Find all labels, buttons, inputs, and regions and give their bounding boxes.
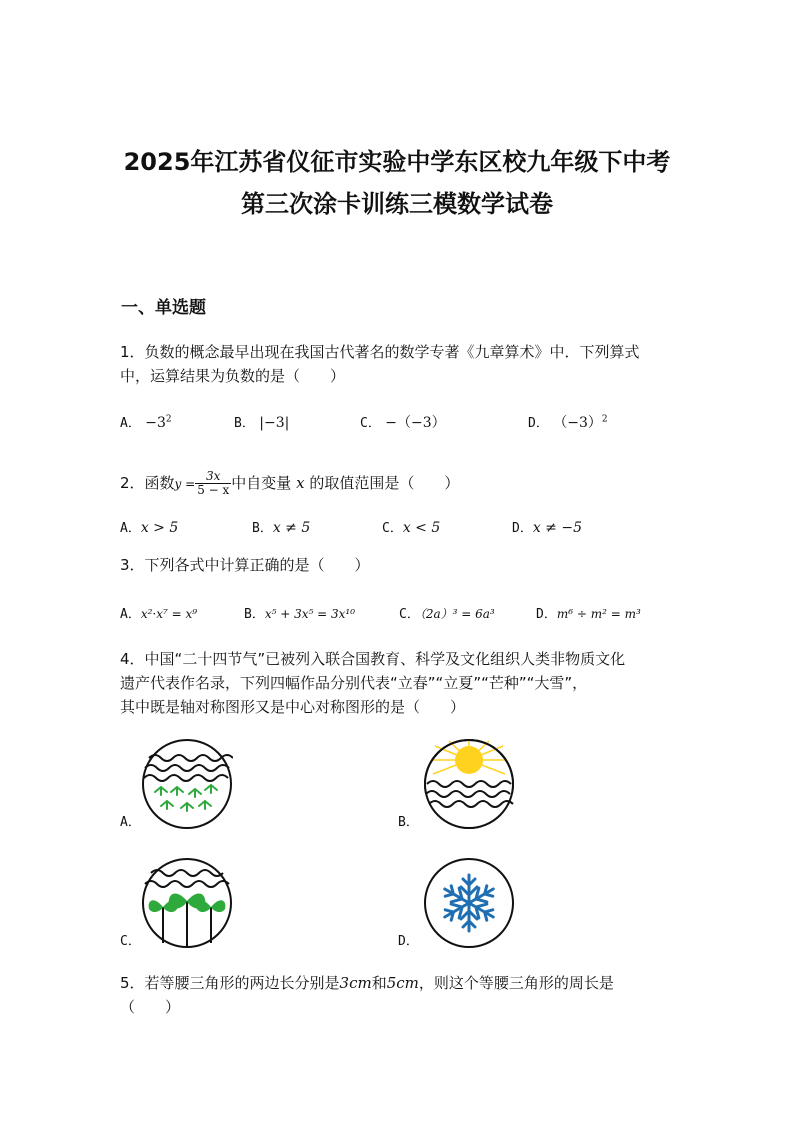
q3-option-d: D．m⁶ ÷ m² = m³ bbox=[536, 607, 641, 622]
q4-option-d-label: D． bbox=[398, 934, 419, 949]
q1-option-b: B． |−3| bbox=[234, 415, 290, 431]
q3-option-c: C．（2a）³ = 6a³ bbox=[399, 607, 495, 622]
q4-option-b-label: B． bbox=[398, 815, 419, 830]
q5-line2: （ ） bbox=[120, 998, 181, 1016]
q1-option-a: A． $-3^2$ bbox=[120, 414, 172, 431]
q3-option-a: A．x²·x⁷ = x⁹ bbox=[120, 607, 198, 622]
page-title-line1: 2025年江苏省仪征市实验中学东区校九年级下中考 bbox=[123, 148, 671, 176]
mangzhong-emblem-icon bbox=[141, 857, 233, 949]
q2-option-c: C．x < 5 bbox=[382, 520, 441, 536]
q1-option-d: D． $(-3)^2$ bbox=[528, 414, 608, 431]
page-title-line2: 第三次涂卡训练三模数学试卷 bbox=[241, 190, 553, 218]
q4-option-a-label: A． bbox=[120, 815, 141, 830]
q1-option-c: C． −（−3） bbox=[360, 415, 446, 431]
q1-line1: 1．负数的概念最早出现在我国古代著名的数学专著《九章算术》中．下列算式 bbox=[120, 343, 640, 361]
q2-text: 2．函数y = $\frac{3x}{5 - x}$ 中自变量 x 的取值范围是（ ） bbox=[120, 469, 460, 497]
q2-option-a: A．x > 5 bbox=[120, 520, 179, 536]
q5-line1: 5．若等腰三角形的两边长分别是3cm和5cm，则这个等腰三角形的周长是 bbox=[120, 974, 614, 992]
lixia-emblem-icon bbox=[423, 738, 515, 830]
q3-option-b: B．x⁵ + 3x⁵ = 3x¹⁰ bbox=[244, 607, 356, 622]
section-heading: 一、单选题 bbox=[121, 298, 206, 318]
daxue-snowflake-icon bbox=[423, 857, 515, 949]
q2-option-d: D．x ≠ −5 bbox=[512, 520, 582, 536]
q1-line2: 中，运算结果为负数的是（ ） bbox=[120, 367, 346, 385]
q4-line2: 遗产代表作名录，下列四幅作品分别代表“立春”“立夏”“芒种”“大雪”， bbox=[120, 674, 588, 692]
q2-fraction: $\frac{3x}{5 - x}$ bbox=[197, 469, 230, 497]
q4-line3: 其中既是轴对称图形又是中心对称图形的是（ ） bbox=[120, 698, 466, 716]
q4-line1: 4．中国“二十四节气”已被列入联合国教育、科学及文化组织人类非物质文化 bbox=[120, 650, 626, 668]
q4-option-c-label: C． bbox=[120, 934, 141, 949]
q3-line1: 3．下列各式中计算正确的是（ ） bbox=[120, 556, 370, 574]
lichun-emblem-icon bbox=[141, 738, 233, 830]
q2-option-b: B．x ≠ 5 bbox=[252, 520, 311, 536]
